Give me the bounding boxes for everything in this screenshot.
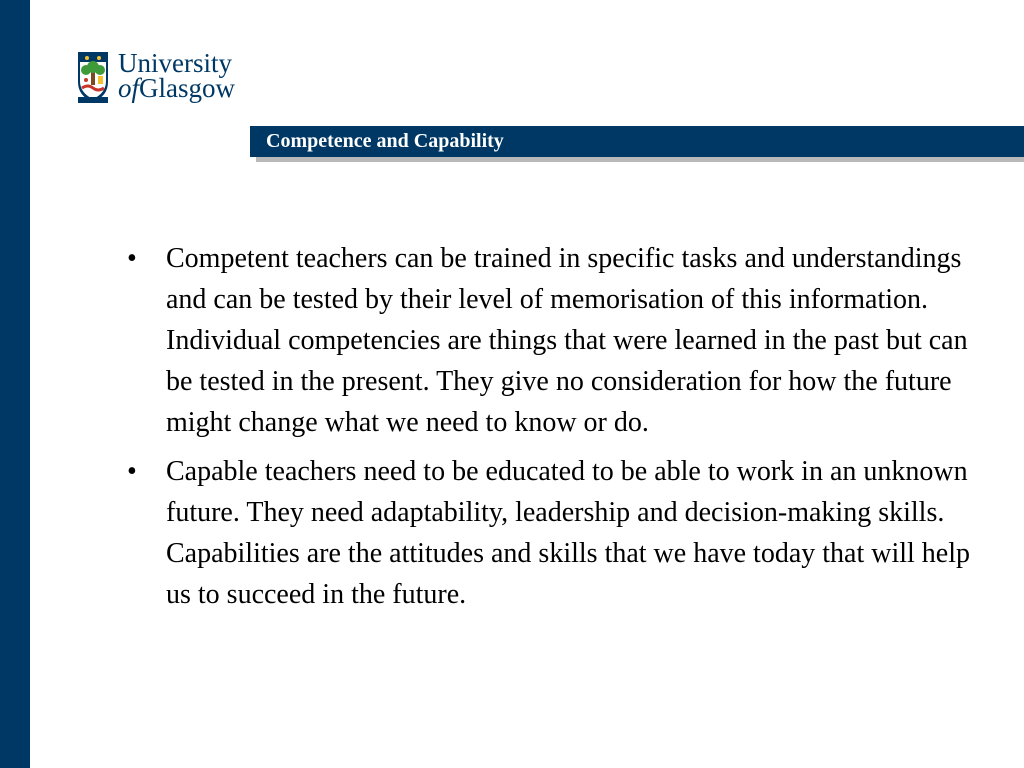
bullet-point-icon: • [127,243,137,274]
bullet-point-icon: • [127,456,137,487]
bullet-item [125,451,975,615]
wordmark-glasgow: Glasgow [139,73,236,103]
bullet-text: Competent teachers can be trained in specific tasks and understandings and can be tested by their level of memorisation of this information. Individual competencies are things that were learned in the past but can be tested in the present. They give no consideration for how the future might change what we need to know or do. [166,243,968,438]
slide-title: Competence and Capability [266,130,504,152]
bullet-item [125,238,975,443]
university-crest-icon [76,50,110,104]
wordmark-of: of [118,73,140,103]
bullet-text: Capable teachers need to be educated to be able to work in an unknown future. They need adaptability, leadership and decision-making skills. Capabilities are the attitudes and skills that we have today that will help us to succeed in the future. [166,456,971,610]
university-logo [76,50,256,106]
crest-motto-band [78,97,108,103]
title-bar [250,126,1024,157]
left-accent-bar [0,0,30,768]
wordmark-glasgow-line [118,74,235,102]
university-wordmark [118,50,258,106]
bullet-list [125,238,975,623]
wordmark-university: University [118,48,232,78]
